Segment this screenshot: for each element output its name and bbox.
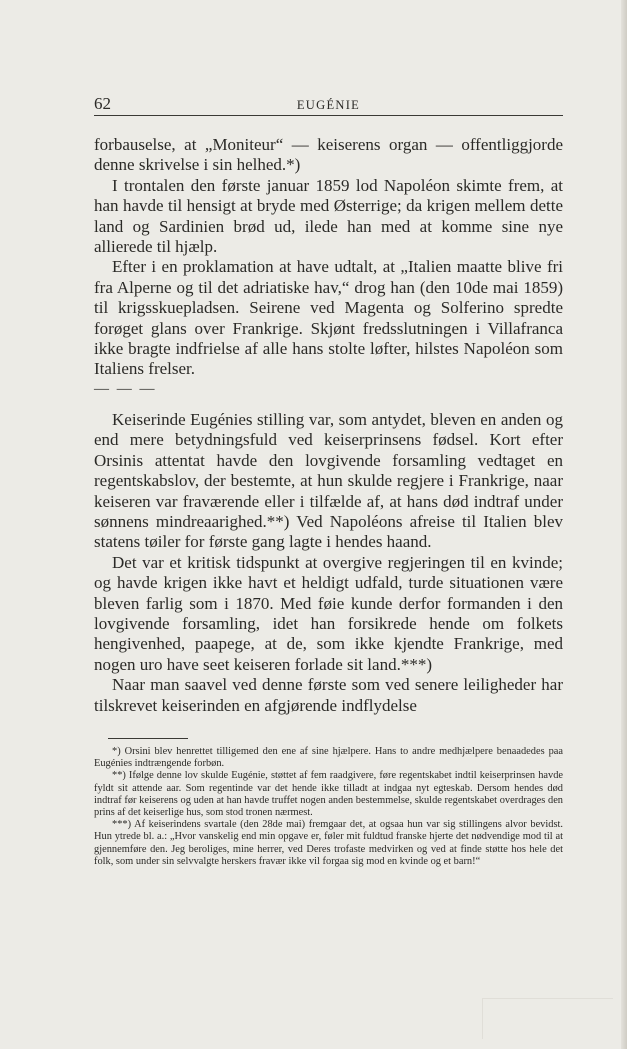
section-spacer (94, 398, 563, 410)
paragraph: I trontalen den første januar 1859 lod Napoléon skimte frem, at han havde til hensigt at bryde med Østerrige; da krigen mellem dette land og Sardinien brød ud, ilede han med at komme sine nye allierede til hjælp. (94, 175, 563, 257)
paragraph: Det var et kritisk tidspunkt at overgive regjeringen til en kvinde; og havde krigen ikke havt et heldigt udfald, turde situationen være bleven farlig som i 1870. Med føie kunde derfor formanden i den lovgivende forsamling, idet han forsikrede hende om folkets hengivenhed, paapege, at de, som ikke kjendte Frankrige, med nogen uro have seet keiseren forlade sit land.***) (94, 552, 563, 674)
page-number: 62 (94, 94, 111, 113)
paper-corner-mark (482, 998, 613, 1039)
paragraph: Keiserinde Eugénies stilling var, som antydet, bleven en anden og end mere betydningsfuld ved keiserprinsens fødsel. Kort efter Orsinis attentat havde den lovgivende forsamling vedtaget en regentskabslov, der bestemte, at hun skulde regjere i Frankrige, naar keiseren var fraværende eller i tilfælde af, at hans død indtraf under sønnens mindreaarighed.**) Ved Napoléons afreise til Italien blev statens tøiler for første gang lagte i hendes haand. (94, 409, 563, 552)
running-header (94, 95, 563, 116)
footnote-divider (108, 738, 188, 739)
footnote: **) Ifølge denne lov skulde Eugénie, støttet af fem raadgivere, føre regentskabet indtil keiserprinsen havde fyldt sit attende aar. Som regentinde var det hende ikke tilladt at indgaa nyt egteskab. Dersom hendes død indtraf før keiserens og uden at han havde truffet nogen anden bestemmelse, skulde regentskabet overdrages den prins af det keiserlige hus, som stod tronen nærmest. (94, 770, 563, 819)
paragraph: Efter i en proklamation at have udtalt, at „Italien maatte blive fri fra Alperne og til det adriatiske hav,“ drog han (den 10de mai 1859) til krigsskuepladsen. Seirene ved Magenta og Solferino spredte forøget glans over Frankrige. Skjønt fredsslutningen i Villafranca ikke bragte indfrielse af alle hans stolte løfter, hilstes Napoléon som Italiens frelser. (94, 257, 563, 379)
paragraph-continuation: forbauselse, at „Moniteur“ — keiserens organ — offentliggjorde denne skrivelse i sin helhed.*) (94, 135, 563, 175)
section-break: — — — (94, 380, 157, 397)
paragraph: Naar man saavel ved denne første som ved senere leiligheder har tilskrevet keiserinden en afgjørende indflydelse (94, 675, 563, 715)
body-text (94, 135, 563, 716)
running-title: EUGÉNIE (296, 98, 361, 112)
footnote: *) Orsini blev henrettet tilligemed den ene af sine hjælpere. Hans to andre medhjælpere benaadedes paa Eugénies indtrængende forbøn. (94, 746, 563, 770)
footnote: ***) Af keiserindens svartale (den 28de mai) fremgaar det, at ogsaa hun var sig stillingens alvor bevidst. Hun ytrede bl. a.: „Hvor vanskelig end min opgave er, føler mit fuldtud franske hjerte det nødvendige mod til at gjennemføre den. Jeg beroliges, mine herrer, ved Deres trofaste medvirken og ved at finde støtte hos hele det folk, som under sin selvvalgte herskers fravær ikke vil forgaa sig mod en kvinde og et barn!“ (94, 819, 563, 867)
page-edge-shadow (621, 0, 627, 1049)
footnotes (94, 746, 563, 868)
